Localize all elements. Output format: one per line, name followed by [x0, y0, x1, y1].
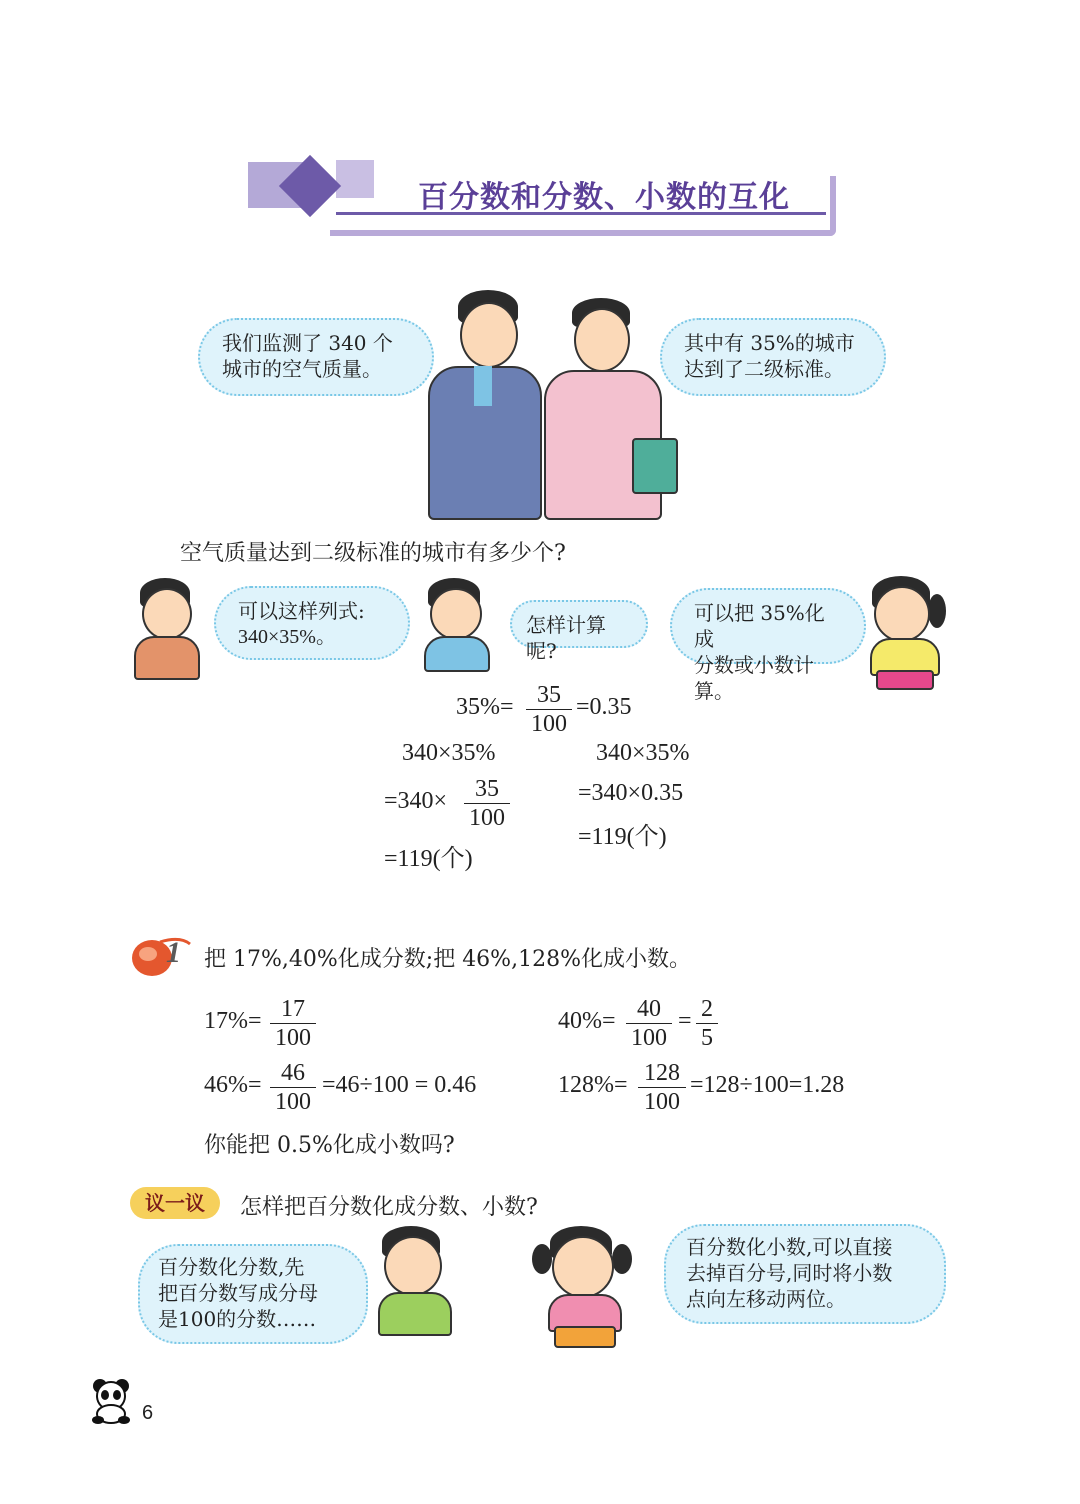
- example-b-equals: =: [678, 1008, 692, 1034]
- illustration-girl-yellow: [862, 576, 952, 688]
- page-number: 6: [142, 1402, 154, 1424]
- method-decimal-line2: =340×0.35: [578, 780, 684, 806]
- method-decimal-line1: 340×35%: [596, 740, 690, 766]
- bubble-line: 分数或小数计算。: [694, 653, 814, 703]
- speech-bubble-right-adult: [660, 318, 886, 396]
- illustration-boy-orange: [130, 578, 210, 678]
- speech-bubble-boy2: [510, 600, 648, 663]
- fraction-denominator: 100: [275, 1025, 311, 1051]
- conversion-lhs: 35%=: [456, 694, 514, 720]
- method-fraction-line1: 340×35%: [402, 740, 496, 766]
- illustration-boy-green: [370, 1226, 466, 1336]
- example-badge-icon: [130, 934, 194, 980]
- bubble-line: 点向左移动两位。: [686, 1287, 846, 1311]
- fraction-denominator: 100: [275, 1089, 311, 1115]
- question-text: 空气质量达到二级标准的城市有多少个?: [180, 541, 566, 566]
- method-decimal-line3: =119(个): [578, 824, 667, 850]
- method-fraction-fraction: [464, 776, 510, 831]
- bubble-line: 其中有 35%的城市: [684, 331, 855, 355]
- fraction-denominator: 100: [644, 1089, 680, 1115]
- fraction-numerator: 46: [281, 1060, 305, 1086]
- bubble-line: 我们监测了 340 个: [222, 331, 393, 355]
- bubble-line: 城市的空气质量。: [222, 357, 382, 381]
- speech-bubble-boy1: [214, 586, 410, 660]
- bubble-line: 百分数化分数,先: [158, 1255, 305, 1279]
- method-fraction-line3: =119(个): [384, 846, 473, 872]
- speech-bubble-left-adult: [198, 318, 434, 396]
- example-a-fraction: [270, 996, 316, 1051]
- method-fraction-line2: =340×: [384, 788, 448, 814]
- example-d-rhs: =128÷100=1.28: [690, 1072, 845, 1098]
- example-c-rhs: =46÷100 = 0.46: [322, 1072, 477, 1098]
- conversion-fraction: [526, 682, 572, 737]
- example-b-simplified-fraction: [696, 996, 718, 1051]
- page-title: 百分数和分数、小数的互化: [418, 180, 790, 215]
- fraction-denominator: 100: [531, 711, 567, 737]
- illustration-man-blue-coat: [428, 290, 548, 520]
- example-instruction: 把 17%,40%化成分数;把 46%,128%化成小数。: [204, 947, 691, 972]
- fraction-denominator: 5: [701, 1025, 713, 1051]
- example-b-fraction: [626, 996, 672, 1051]
- fraction-numerator: 35: [537, 682, 561, 708]
- speech-bubble-discussion-left: [138, 1244, 368, 1344]
- fraction-numerator: 2: [701, 996, 713, 1022]
- followup-question: 你能把 0.5%化成小数吗?: [204, 1133, 455, 1158]
- example-d-lhs: 128%=: [558, 1072, 628, 1098]
- bubble-line: 达到了二级标准。: [684, 357, 844, 381]
- example-c-fraction: [270, 1060, 316, 1115]
- fraction-numerator: 17: [281, 996, 305, 1022]
- panda-icon: [88, 1376, 138, 1426]
- bubble-line: 340×35%。: [238, 626, 336, 648]
- example-b-lhs: 40%=: [558, 1008, 616, 1034]
- fraction-denominator: 100: [631, 1025, 667, 1051]
- speech-bubble-girl: [670, 588, 866, 703]
- bubble-line: 可以这样列式:: [238, 599, 365, 623]
- fraction-denominator: 100: [469, 805, 505, 831]
- fraction-numerator: 35: [475, 776, 499, 802]
- illustration-man-pink-coat: [540, 298, 666, 520]
- bubble-line: 怎样计算呢?: [526, 613, 606, 663]
- bubble-line: 去掉百分号,同时将小数: [686, 1261, 893, 1285]
- discussion-question: 怎样把百分数化成分数、小数?: [240, 1195, 538, 1220]
- fraction-numerator: 128: [644, 1060, 680, 1086]
- illustration-girl-pink: [528, 1226, 638, 1346]
- bubble-line: 是100的分数……: [158, 1307, 317, 1331]
- example-badge: [130, 934, 194, 980]
- bubble-line: 可以把 35%化成: [694, 601, 825, 651]
- speech-bubble-discussion-right: [664, 1224, 946, 1324]
- title-banner: [240, 150, 840, 240]
- discussion-label: 议一议: [130, 1187, 220, 1219]
- fraction-numerator: 40: [637, 996, 661, 1022]
- example-c-lhs: 46%=: [204, 1072, 262, 1098]
- bubble-line: 百分数化小数,可以直接: [686, 1235, 893, 1259]
- example-d-fraction: [638, 1060, 686, 1115]
- bubble-line: 把百分数写成分母: [158, 1281, 318, 1305]
- example-number: 1: [166, 936, 181, 969]
- example-a-lhs: 17%=: [204, 1008, 262, 1034]
- conversion-rhs: =0.35: [576, 694, 632, 720]
- illustration-boy-blue: [420, 578, 504, 670]
